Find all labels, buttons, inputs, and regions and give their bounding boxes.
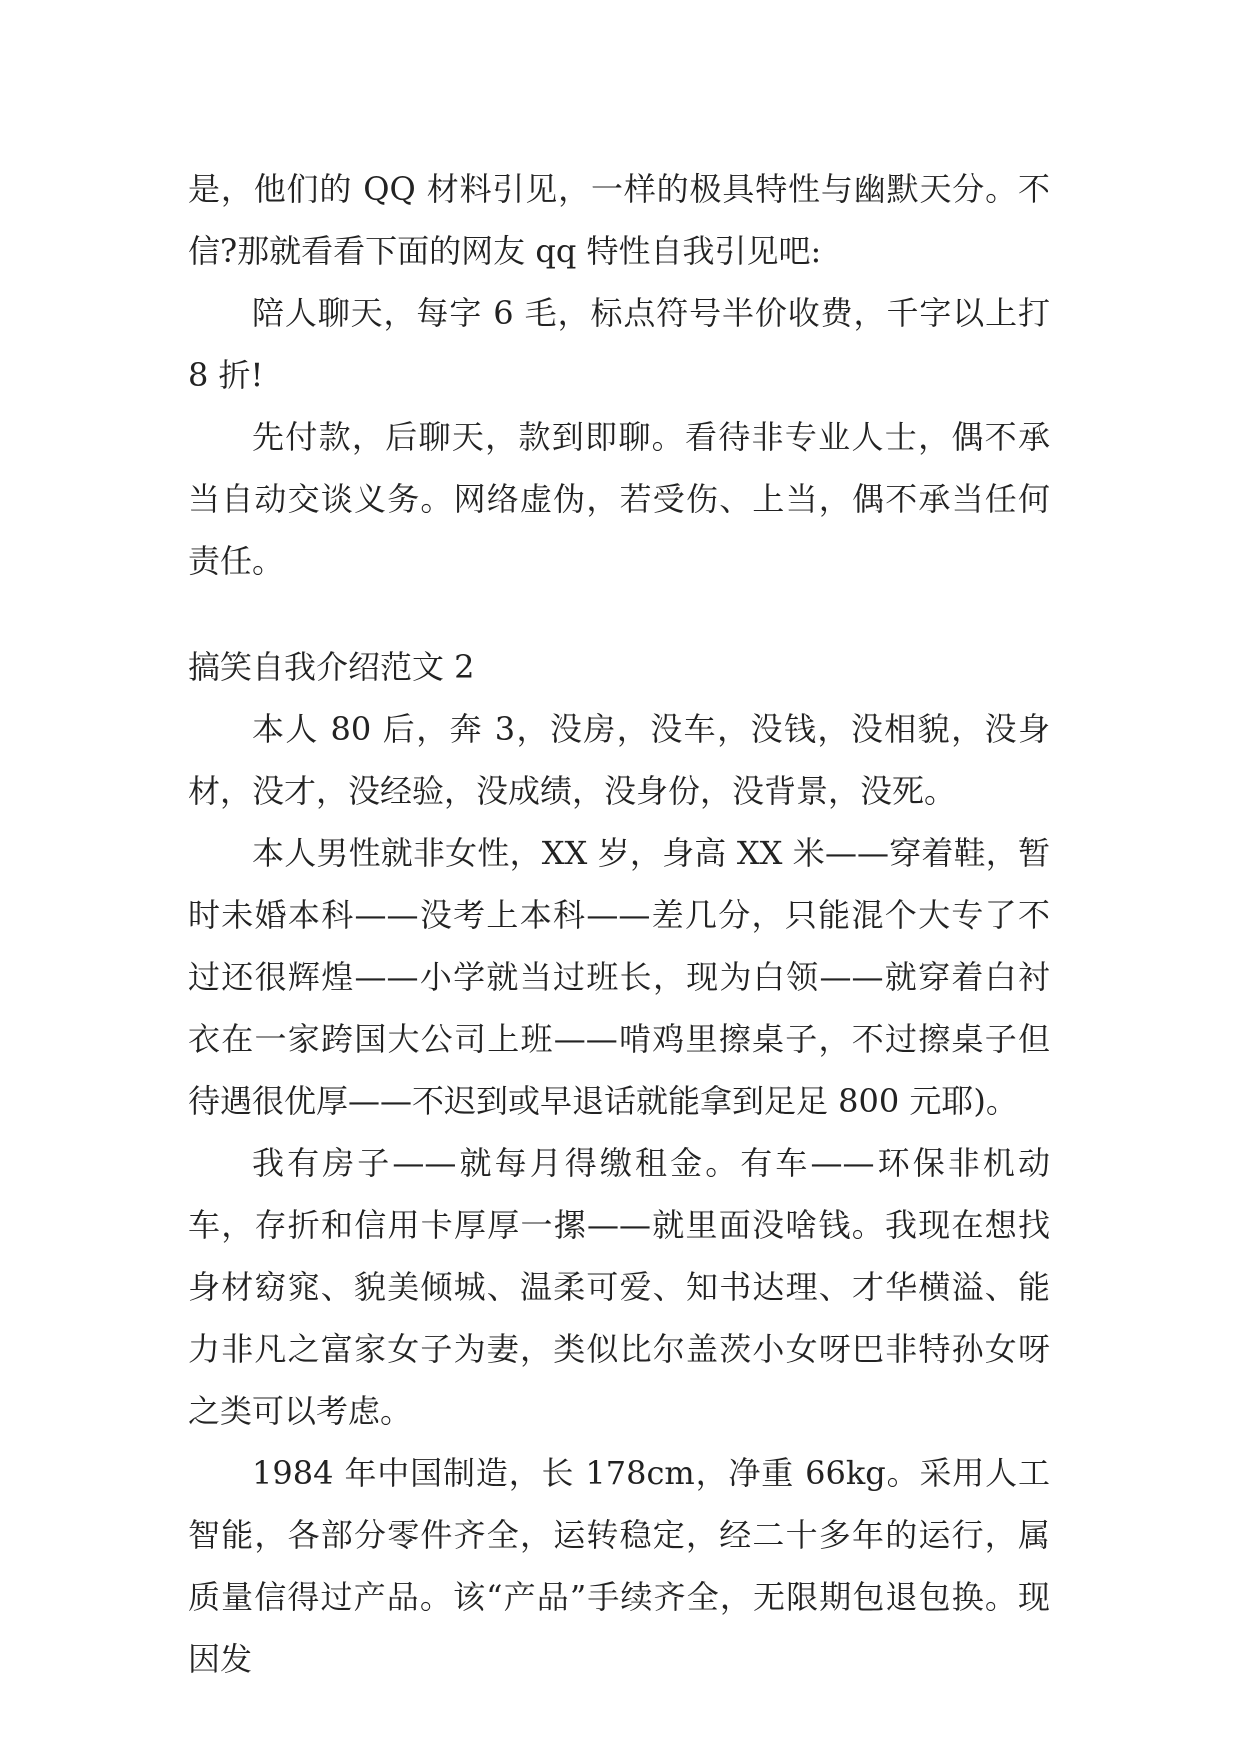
paragraph-assets-and-wishes: 我有房子——就每月得缴租金。有车——环保非机动车，存折和信用卡厚厚一摞——就里面没啥钱。我现在想找身材窈窕、貌美倾城、温柔可爱、知书达理、才华横溢、能力非凡之富家女子为妻，类似比尔盖茨小女呀巴非特孙女呀之类可以考虑。 — [188, 1144, 1050, 1430]
paragraph-personal-details: 本人男性就非女性，XX 岁，身高 XX 米——穿着鞋，暂时未婚本科——没考上本科——差几分，只能混个大专了不过还很辉煌——小学就当过班长，现为白领——就穿着白衬衣在一家跨国大公司上班——啃鸡里擦桌子，不过擦桌子但待遇很优厚——不迟到或早退话就能拿到足足 800 元耶)。 — [188, 834, 1050, 1120]
section-heading: 搞笑自我介绍范文 2 — [188, 648, 475, 686]
paragraph-intro: 是，他们的 QQ 材料引见，一样的极具特性与幽默天分。不信?那就看看下面的网友 qq 特性自我引见吧: — [188, 170, 1050, 270]
paragraph-chat-pricing: 陪人聊天，每字 6 毛，标点符号半价收费，千字以上打 8 折! — [188, 294, 1050, 394]
paragraph-self-summary: 本人 80 后，奔 3，没房，没车，没钱，没相貌，没身材，没才，没经验，没成绩，没身份，没背景，没死。 — [188, 710, 1050, 810]
document-body — [188, 158, 1050, 1690]
paragraph-disclaimer: 先付款，后聊天，款到即聊。看待非专业人士，偶不承当自动交谈义务。网络虚伪，若受伤、上当，偶不承当任何责任。 — [188, 418, 1050, 580]
paragraph-product-spec: 1984 年中国制造，长 178cm，净重 66kg。采用人工智能，各部分零件齐全，运转稳定，经二十多年的运行，属质量信得过产品。该“产品”手续齐全，无限期包退包换。现因发 — [188, 1454, 1050, 1678]
